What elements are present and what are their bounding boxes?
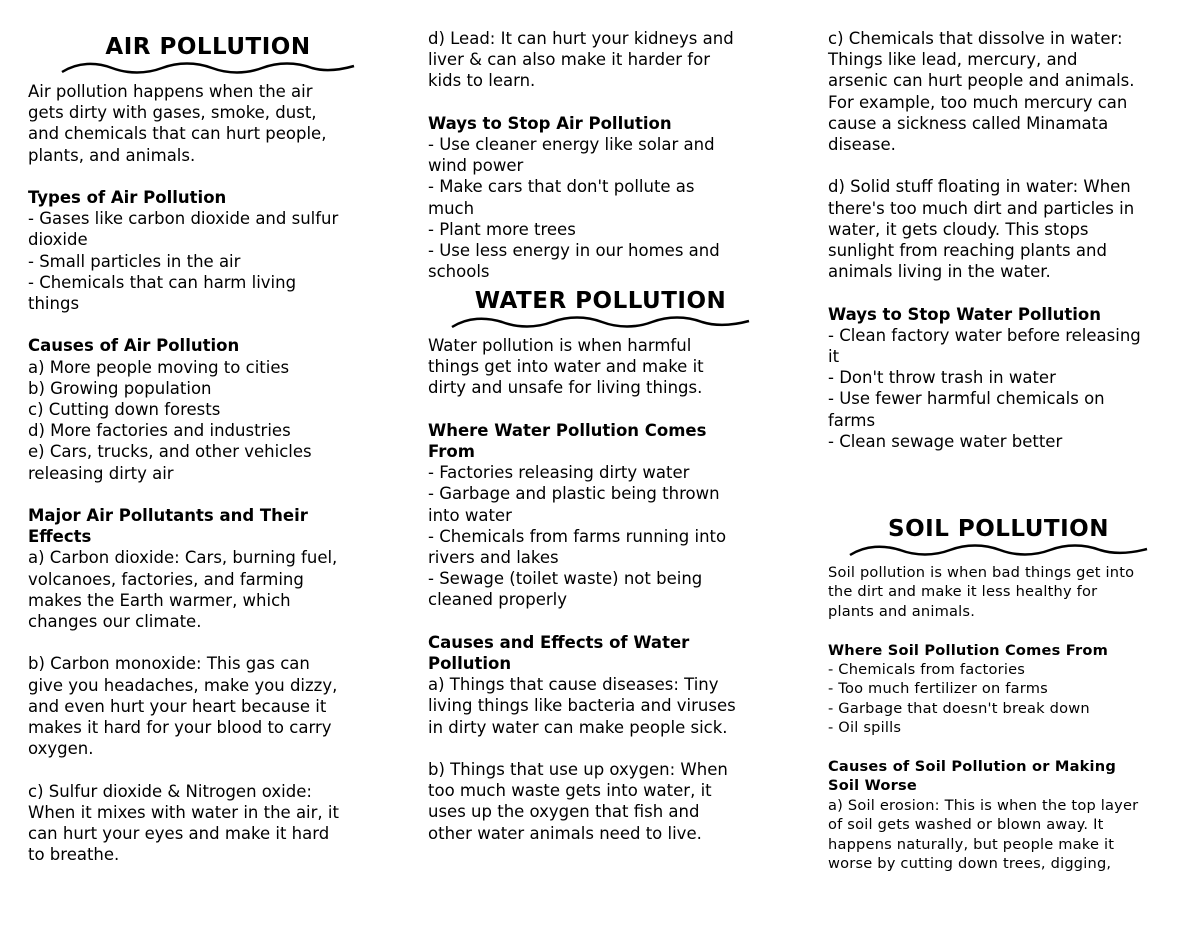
stop-water-list: - Clean factory water before releasing it - Don't throw trash in water - Use fewer harmful chemicals on farms - Clean sewage water better <box>828 325 1141 451</box>
carbon-monoxide-text: b) Carbon monoxide: This gas can give you headaches, make you dizzy, and even hurt your heart because it makes it hard for your blood to carry oxygen. <box>28 654 338 759</box>
where-water-heading: Where Water Pollution Comes <box>428 420 707 440</box>
where-water-list: - Factories releasing dirty water - Garbage and plastic being thrown into water - Chemicals from farms running into rivers and lakes - Sewage (toilet waste) not being cleaned properly <box>428 463 727 610</box>
water-pollution-header <box>448 288 753 330</box>
soil-erosion-text: a) Soil erosion: This is when the top layer of soil gets washed or blown away. It happens naturally, but people make it worse by cutting down trees, digging, <box>828 796 1139 873</box>
oxygen-text: b) Things that use up oxygen: When too much waste gets into water, it uses up the oxygen that fish and other water animals need to live. <box>428 760 728 843</box>
air-pollution-heading: AIR POLLUTION <box>105 34 311 60</box>
soil-pollution-header <box>846 516 1151 558</box>
water-pollution-heading: WATER POLLUTION <box>474 288 727 314</box>
types-list: - Gases like carbon dioxide and sulfur dioxide - Small particles in the air - Chemicals that can harm living things <box>28 209 339 314</box>
water-intro: Water pollution is when harmful things get into water and make it dirty and unsafe for living things. <box>428 336 704 398</box>
solid-stuff-text: d) Solid stuff floating in water: When there's too much dirt and particles in water, it gets cloudy. This stops sunlight from reaching plants and animals living in the water. <box>828 177 1135 282</box>
major-pollutants-heading: Major Air Pollutants and Their <box>28 506 308 526</box>
causes-air-heading: Causes of Air Pollution <box>28 336 240 356</box>
causes-effects-water-heading: Causes and Effects of Water <box>428 632 690 652</box>
air-intro: Air pollution happens when the air gets dirty with gases, smoke, dust, and chemicals that can hurt people, plants, and animals. <box>28 82 327 165</box>
column-air: Air pollution happens when the air gets dirty with gases, smoke, dust, and chemicals that can hurt people, plants, and animals. Types of Air Pollution - Gases like carbon dioxide and sulfur dioxide - Small particles in the air - Chemicals that can harm living things Causes of Air Pollution a) More people moving to cities b) Growing population c) Cutting down forests d) More factories and industries e) Cars, trucks, and other vehicles releasing dirty air Major Air Pollutants and Their Effects a) Carbon dioxide: Cars, burning fuel, volcanoes, factories, and farming makes the Earth warmer, which changes our climate. b) Carbon monoxide: This gas can give you headaches, make you dizzy, and even hurt your heart because it makes it hard for your blood to carry oxygen. c) Sulfur dioxide & Nitrogen oxide: When it mixes with water in the air, it can hurt your eyes and make it hard to breathe. <box>28 81 388 865</box>
column-water-top <box>428 28 788 282</box>
stop-air-heading: Ways to Stop Air Pollution <box>428 113 672 133</box>
soil-intro: Soil pollution is when bad things get into the dirt and make it less healthy for plants and animals. <box>828 564 1135 620</box>
sulfur-nitrogen-text: c) Sulfur dioxide & Nitrogen oxide: When it mixes with water in the air, it can hurt your eyes and make it hard to breathe. <box>28 781 339 865</box>
wavy-underline-decoration <box>58 60 358 76</box>
causes-air-list: a) More people moving to cities b) Growing population c) Cutting down forests d) More factories and industries e) Cars, trucks, and other vehicles releasing dirty air <box>28 357 312 483</box>
carbon-dioxide-text: a) Carbon dioxide: Cars, burning fuel, volcanoes, factories, and farming makes the Earth warmer, which changes our climate. <box>28 548 338 632</box>
stop-water-heading: Ways to Stop Water Pollution <box>828 304 1102 324</box>
wavy-underline-decoration <box>846 542 1151 558</box>
stop-air-list: - Use cleaner energy like solar and wind power - Make cars that don't pollute as much - Plant more trees - Use less energy in our homes and schools <box>428 135 720 282</box>
soil-where-list: - Chemicals from factories - Too much fertilizer on farms - Garbage that doesn't break down - Oil spills <box>828 661 1090 737</box>
column-water: Water pollution is when harmful things get into water and make it dirty and unsafe for living things. Where Water Pollution Comes From - Factories releasing dirty water - Garbage and plastic being thrown into water - Chemicals from farms running into rivers and lakes - Sewage (toilet waste) not being cleaned properly Causes and Effects of Water Pollution a) Things that cause diseases: Tiny living things like bacteria and viruses in dirty water can make people sick. b) Things that use up oxygen: When too much waste gets into water, it uses up the oxygen that fish and other water animals need to live. <box>428 335 788 844</box>
chemicals-text: c) Chemicals that dissolve in water: Things like lead, mercury, and arsenic can hurt people and animals. For example, too much mercury can cause a sickness called Minamata disease. <box>828 29 1135 155</box>
soil-where-heading: Where Soil Pollution Comes From <box>828 641 1109 659</box>
column-soil: Soil pollution is when bad things get into the dirt and make it less healthy for plants and animals. Where Soil Pollution Comes From - Chemicals from factories - Too much fertilizer on farms - Garbage that doesn't break down - Oil spills Causes of Soil Pollution or Making Soil Worse a) Soil erosion: This is when the top layer of soil gets washed or blown away. It happens naturally, but people make it worse by cutting down trees, digging, <box>828 563 1183 873</box>
types-heading: Types of Air Pollution <box>28 188 227 207</box>
column-water-cont <box>828 28 1183 452</box>
diseases-text: a) Things that cause diseases: Tiny living things like bacteria and viruses in dirty water can make people sick. <box>428 675 736 737</box>
soil-pollution-heading: SOIL POLLUTION <box>888 516 1109 542</box>
lead-text: d) Lead: It can hurt your kidneys and liver & can also make it harder for kids to learn. <box>428 29 734 91</box>
soil-causes-heading: Causes of Soil Pollution or Making <box>828 758 1116 776</box>
air-pollution-header <box>58 34 358 76</box>
wavy-underline-decoration <box>448 314 753 330</box>
